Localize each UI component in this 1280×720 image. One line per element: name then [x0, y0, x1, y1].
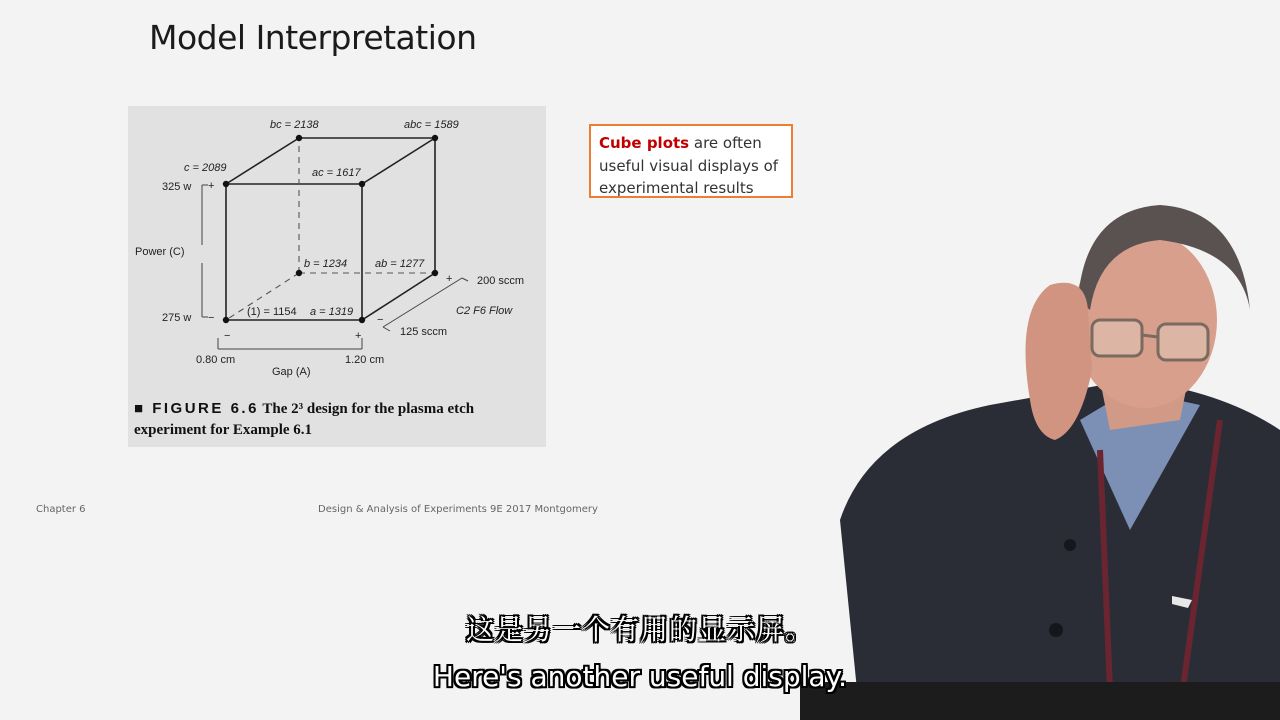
power-low: 275 w — [162, 312, 192, 324]
gap-label: Gap (A) — [272, 366, 311, 378]
callout-highlight: Cube plots — [599, 134, 690, 152]
gap-high-plus: + — [355, 330, 362, 342]
label-abc: abc = 1589 — [404, 119, 459, 131]
footer-chapter: Chapter 6 — [36, 504, 86, 515]
label-a: a = 1319 — [310, 306, 354, 318]
flow-high: 200 sccm — [477, 275, 525, 287]
vertex-one — [223, 317, 229, 323]
label-ac: ac = 1617 — [312, 167, 361, 179]
figure-caption — [134, 398, 534, 441]
callout-text: are often useful visual displays of experimental results — [599, 134, 779, 197]
label-b: b = 1234 — [304, 258, 348, 270]
vertex-c — [223, 181, 229, 187]
power-high-plus: + — [208, 180, 215, 192]
power-high: 325 w — [162, 181, 192, 193]
cube-plot-figure — [128, 106, 546, 447]
label-c: c = 2089 — [184, 162, 227, 174]
callout-box — [589, 124, 793, 198]
flow-high-plus: + — [446, 273, 453, 285]
vertex-ac — [359, 181, 365, 187]
gap-low: 0.80 cm — [196, 354, 236, 366]
subtitle-chinese: 这是另一个有用的显示屏。 — [465, 613, 814, 646]
vertex-abc — [432, 135, 438, 141]
flow-low-minus: − — [377, 314, 384, 326]
label-one: (1) = 1154 — [247, 306, 297, 318]
gap-low-minus: − — [224, 330, 231, 342]
footer-source: Design & Analysis of Experiments 9E 2017 Montgomery — [318, 504, 598, 515]
figure-caption-text: The 2³ design for the plasma etch experiment for Example 6.1 — [134, 401, 475, 438]
vertex-bc — [296, 135, 302, 141]
vertex-b — [296, 270, 302, 276]
cube-plot — [128, 106, 546, 396]
gap-high: 1.20 cm — [345, 354, 385, 366]
subtitle-english: Here's another useful display. — [432, 660, 848, 693]
vertex-ab — [432, 270, 438, 276]
vertex-a — [359, 317, 365, 323]
flow-label: C2 F6 Flow — [456, 305, 513, 317]
power-label: Power (C) — [135, 246, 185, 258]
label-ab: ab = 1277 — [375, 258, 425, 270]
flow-low: 125 sccm — [400, 326, 448, 338]
power-low-minus: − — [208, 312, 215, 324]
slide-title: Model Interpretation — [149, 18, 477, 57]
label-bc: bc = 2138 — [270, 119, 319, 131]
figure-caption-label: ■ FIGURE 6.6 — [134, 400, 259, 417]
